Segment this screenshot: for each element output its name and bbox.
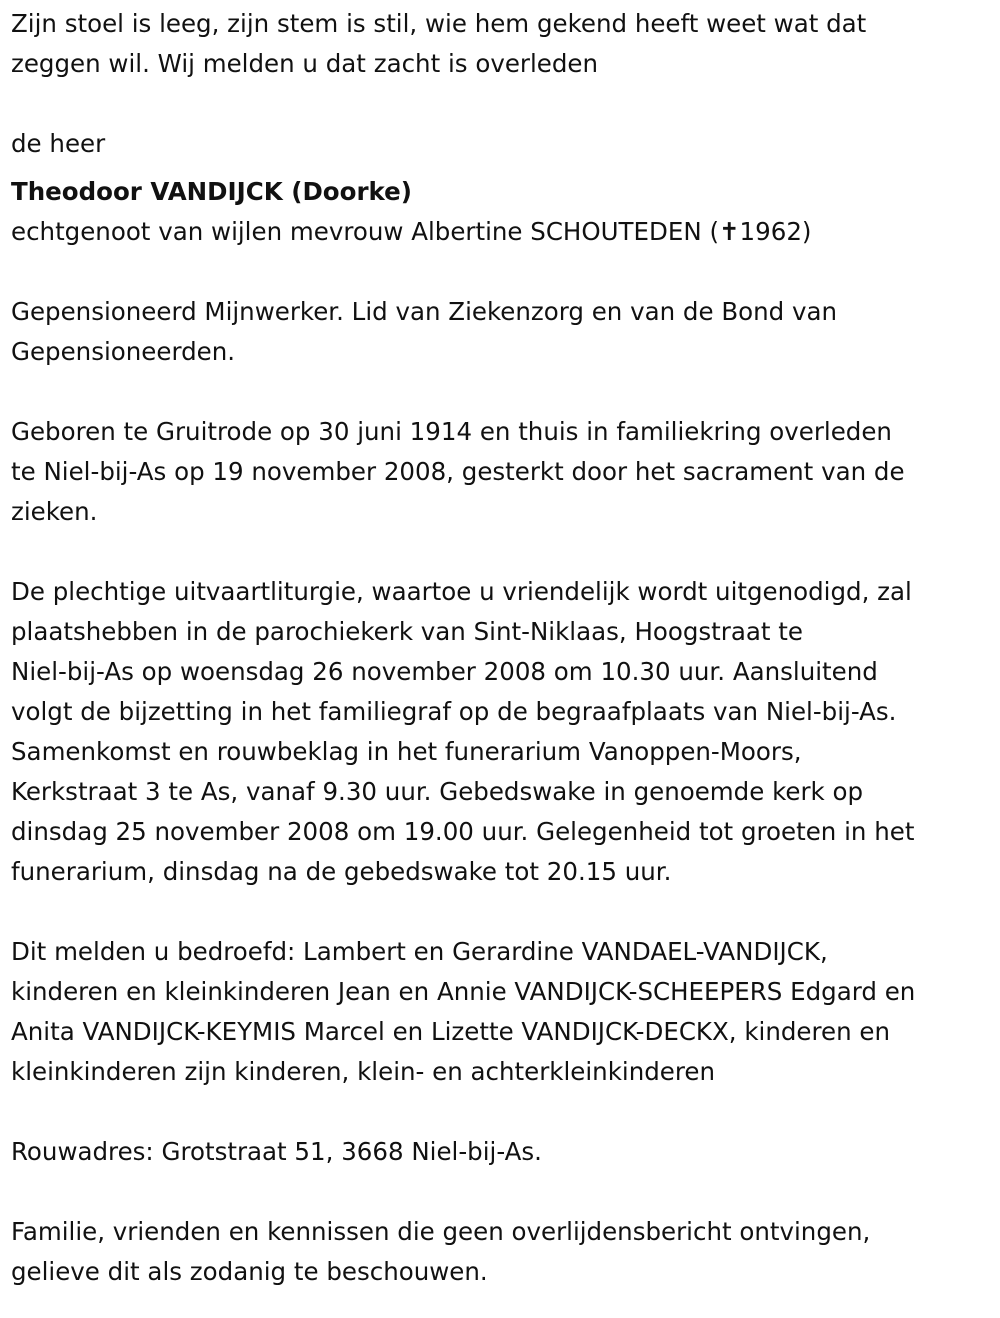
occupation-text: Gepensioneerd Mijnwerker. Lid van Ziekenzorg en van de Bond van Gepensioneerden. bbox=[11, 297, 838, 366]
spouse-line: echtgenoot van wijlen mevrouw Albertine SCHOUTEDEN (✝1962) bbox=[11, 217, 812, 246]
spacer bbox=[11, 252, 993, 292]
honorific: de heer bbox=[11, 129, 106, 158]
spacer bbox=[11, 892, 993, 932]
opening-text: Zijn stoel is leeg, zijn stem is stil, wie hem gekend heeft weet wat dat zeggen wil. Wij melden u dat zacht is overleden bbox=[11, 9, 867, 78]
spacer bbox=[11, 372, 993, 412]
birth-death-text: Geboren te Gruitrode op 30 juni 1914 en thuis in familiekring overleden te Niel-bij-As op 19 november 2008, gesterkt door het sacrament van de zieken. bbox=[11, 417, 905, 526]
mourning-address: Rouwadres: Grotstraat 51, 3668 Niel-bij-As. bbox=[11, 1137, 542, 1166]
spacer bbox=[11, 1172, 993, 1212]
closing-text: Familie, vrienden en kennissen die geen overlijdensbericht ontvingen, gelieve dit als zodanig te beschouwen. bbox=[11, 1217, 871, 1286]
family-text: Dit melden u bedroefd: Lambert en Gerardine VANDAEL-VANDIJCK, kinderen en kleinkinderen Jean en Annie VANDIJCK-SCHEEPERS Edgard en Anita VANDIJCK-KEYMIS Marcel en Lizette VANDIJCK-DECKX, kinderen en kleinkinderen zijn kinderen, klein- en achterkleinkinderen bbox=[11, 937, 916, 1086]
spacer bbox=[11, 84, 993, 124]
spacer bbox=[11, 532, 993, 572]
deceased-name: Theodoor VANDIJCK (Doorke) bbox=[11, 177, 412, 206]
funeral-details-text: De plechtige uitvaartliturgie, waartoe u vriendelijk wordt uitgenodigd, zal plaatshebben in de parochiekerk van Sint-Niklaas, Hoogstraat te Niel-bij-As op woensdag 26 november 2008 om 10.30 uur. Aansluitend volgt de bijzetting in het familiegraf op de begraafplaats van Niel-bij-As. Samenkomst en rouwbeklag in het funerarium Vanoppen-Moors, Kerkstraat 3 te As, vanaf 9.30 uur. Gebedswake in genoemde kerk op dinsdag 25 november 2008 om 19.00 uur. Gelegenheid tot groeten in het funerarium, dinsdag na de gebedswake tot 20.15 uur. bbox=[11, 577, 915, 886]
obituary-notice bbox=[11, 4, 993, 1292]
spacer bbox=[11, 1092, 993, 1132]
